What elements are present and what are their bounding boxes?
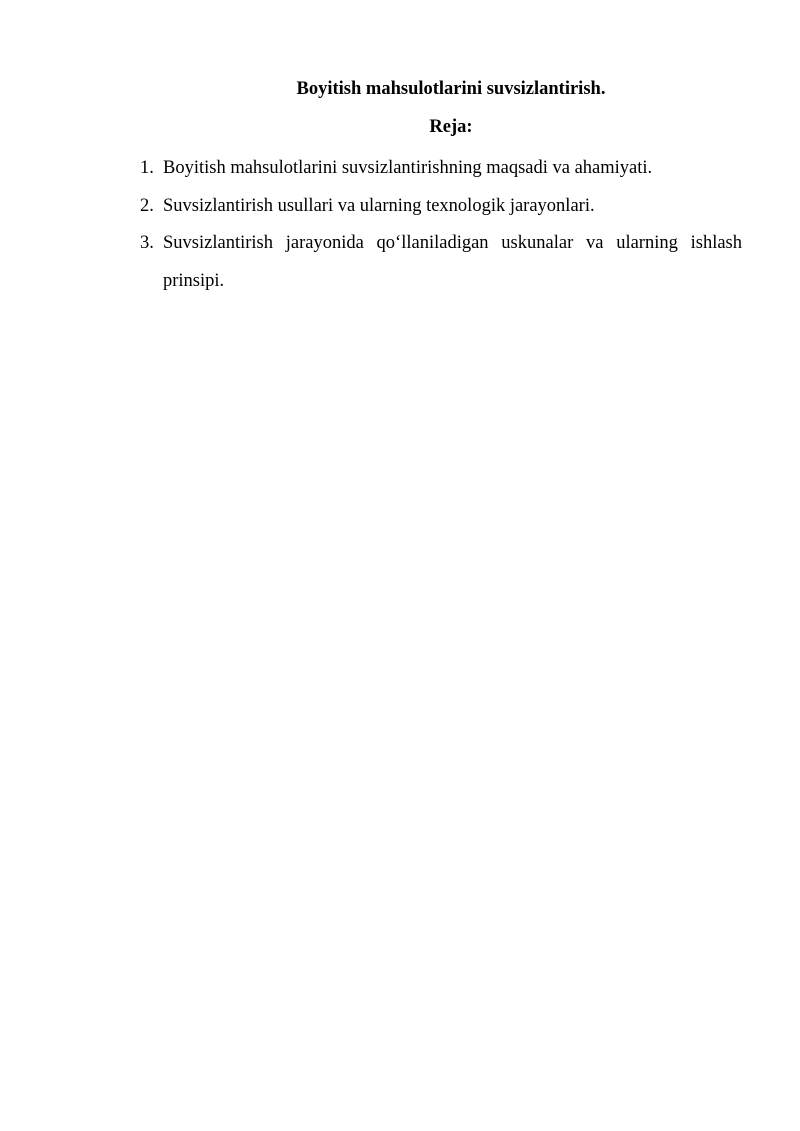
plan-item-text: Suvsizlantirish usullari va ularning texnologik jarayonlari.	[163, 195, 595, 216]
plan-item-number: 3.	[140, 233, 154, 253]
plan-item-number: 1.	[140, 158, 154, 178]
document-title: Boyitish mahsulotlarini suvsizlantirish.	[296, 79, 606, 99]
plan-item-number: 2.	[140, 195, 154, 216]
plan-item	[140, 225, 742, 300]
plan-item	[140, 188, 742, 226]
plan-item	[140, 150, 742, 188]
plan-item-text: Boyitish mahsulotlarini suvsizlantirishning maqsadi va ahamiyati.	[163, 158, 653, 178]
plan-heading: Reja:	[429, 117, 473, 137]
plan-list	[140, 150, 742, 300]
plan-item-text: Suvsizlantirish jarayonida qo‘llaniladigan uskunalar va ularning ishlash prinsipi.	[163, 233, 742, 291]
